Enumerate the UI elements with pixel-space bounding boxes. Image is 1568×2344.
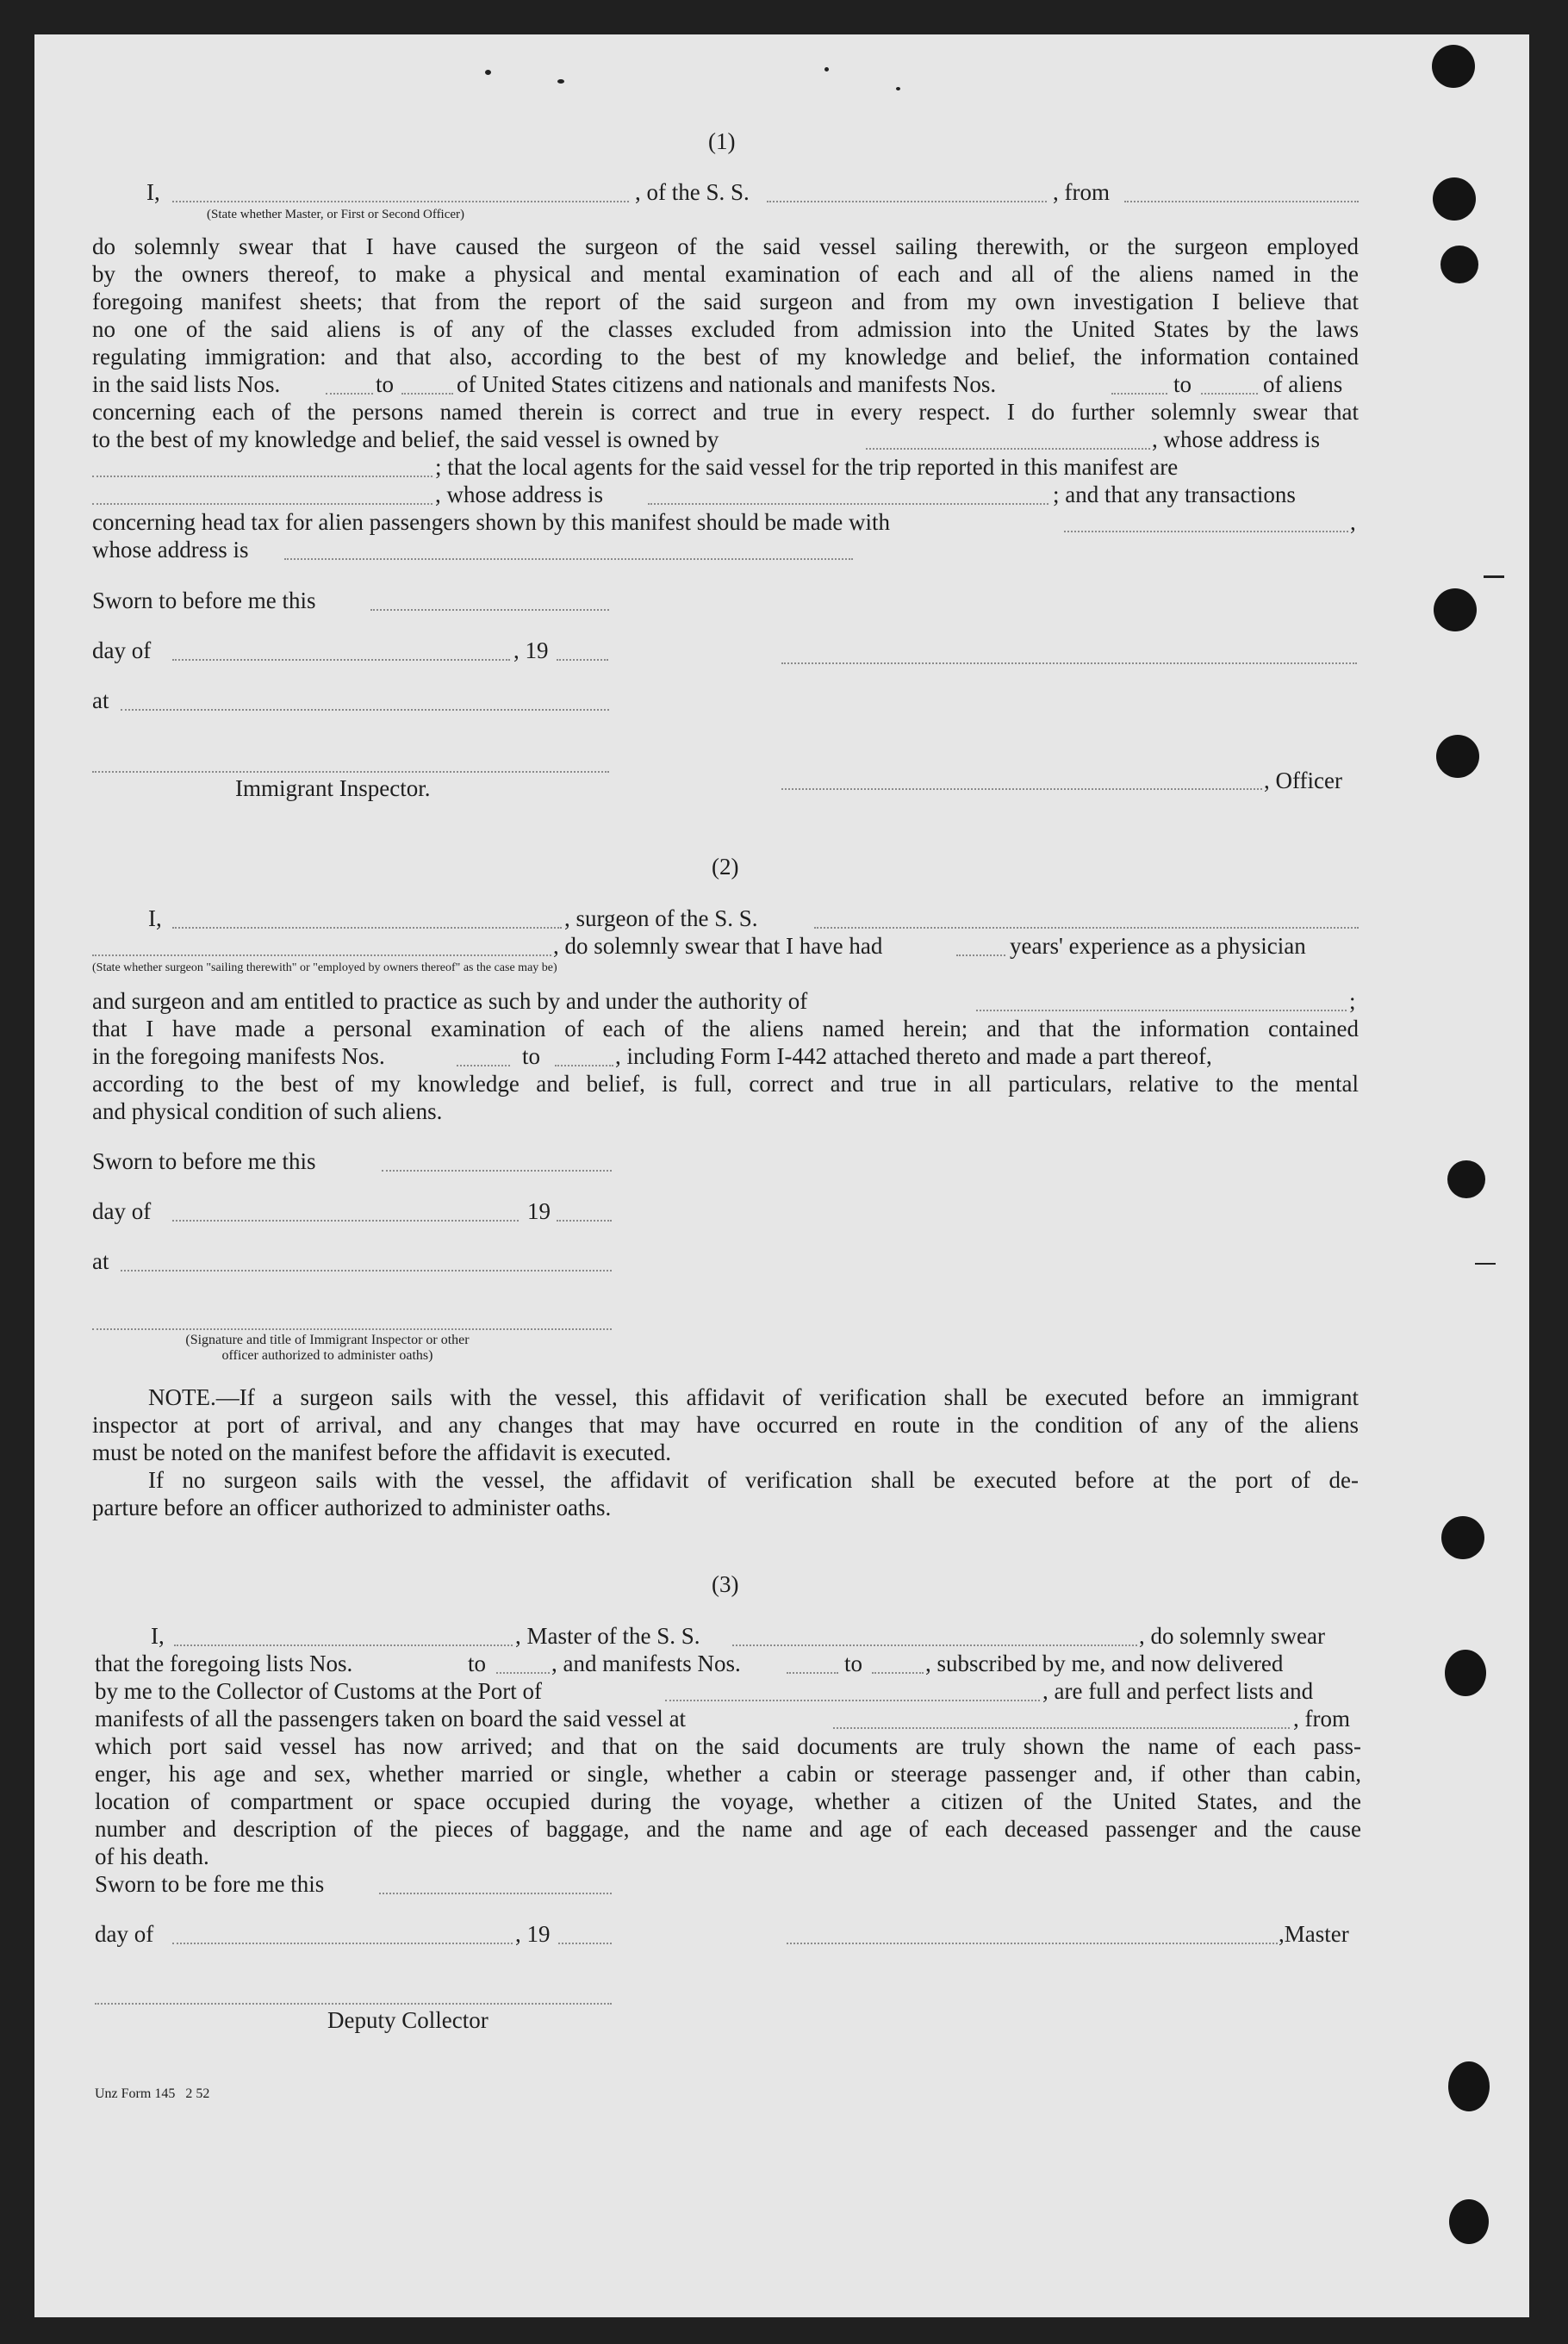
surgeon-of-label: , surgeon of the S. S. xyxy=(564,905,758,931)
master-oath-line: location of compartment or space occupied during the voyage, whether a citizen of the United States, and the xyxy=(95,1788,1361,1814)
from-port-blank[interactable] xyxy=(1124,201,1359,202)
note-line: If no surgeon sails with the vessel, the affidavit of verification shall be executed before at the port of de- xyxy=(148,1467,1359,1493)
master-oath-line: number and description of the pieces of baggage, and the name and age of each deceased passenger and the cause xyxy=(95,1816,1361,1842)
speck xyxy=(896,87,900,90)
immigrant-inspector-label: Immigrant Inspector. xyxy=(235,775,431,801)
manifests-to-blank[interactable] xyxy=(1201,393,1258,395)
manifests-nos-label: , and manifests Nos. xyxy=(551,1651,741,1676)
master-of-label: , Master of the S. S. xyxy=(515,1623,700,1649)
agents-address-blank[interactable] xyxy=(648,503,1048,505)
note-line: inspector at port of arrival, and any changes that may have occurred en route in the condition of any of the aliens xyxy=(92,1412,1359,1438)
deputy-collector-label: Deputy Collector xyxy=(327,2007,488,2033)
lists-to-blank[interactable] xyxy=(401,393,453,395)
manifests-to-blank[interactable] xyxy=(872,1672,924,1674)
binder-hole xyxy=(1445,1650,1486,1696)
month-blank[interactable] xyxy=(172,659,510,661)
oath-line: regulating immigration: and that also, according to the best of my knowledge and belief, the information contained xyxy=(92,344,1359,370)
whose-address-label: , whose address is xyxy=(1152,426,1320,452)
collector-label: by me to the Collector of Customs at the Port of xyxy=(95,1678,542,1704)
binder-hole xyxy=(1432,45,1475,88)
transactions-label: ; and that any transactions xyxy=(1053,482,1296,507)
years-blank[interactable] xyxy=(956,954,1005,956)
manifests-to-blank[interactable] xyxy=(555,1065,613,1066)
surgeon-i-label: I, xyxy=(148,905,162,931)
section-1-number: (1) xyxy=(708,128,736,154)
day-of-label: day of xyxy=(95,1921,154,1947)
agents-address-label: , whose address is xyxy=(435,482,603,507)
officer-signature-blank[interactable] xyxy=(781,662,1357,664)
to-label: to xyxy=(844,1651,863,1676)
binder-hole xyxy=(1440,246,1478,283)
binder-hole xyxy=(1441,1516,1484,1559)
head-tax-label: concerning head tax for alien passengers shown by this manifest should be made with xyxy=(92,509,891,535)
to-label: to xyxy=(468,1651,487,1676)
officer-label: , Officer xyxy=(1264,768,1342,793)
sworn-day-blank[interactable] xyxy=(382,1170,612,1172)
year-prefix: , 19 xyxy=(513,637,549,663)
at-label: at xyxy=(92,687,109,713)
year-blank[interactable] xyxy=(557,1220,612,1222)
sworn-day-blank[interactable] xyxy=(379,1893,612,1894)
binder-hole xyxy=(1449,2199,1489,2244)
note-line: NOTE.—If a surgeon sails with the vessel, this affidavit of verification shall be executed before an immigrant xyxy=(148,1384,1359,1410)
place-blank[interactable] xyxy=(121,1270,612,1271)
owned-by-label: to the best of my knowledge and belief, the said vessel is owned by xyxy=(92,426,719,452)
oath-line: by the owners thereof, to make a physical and mental examination of each and all of the aliens named in the xyxy=(92,261,1359,287)
oath-line: no one of the said aliens is of any of the classes excluded from admission into the United States by the laws xyxy=(92,316,1359,342)
semicolon: ; xyxy=(1349,988,1356,1014)
month-blank[interactable] xyxy=(172,1220,519,1222)
form-i442-label: , including Form I-442 attached thereto and made a part thereof, xyxy=(615,1043,1212,1069)
binder-hole xyxy=(1447,1160,1485,1198)
officer-i-label: I, xyxy=(146,179,160,205)
years-experience-label: years' experience as a physician xyxy=(1010,933,1306,959)
owner-address-blank[interactable] xyxy=(92,476,432,477)
inspector-signature-blank[interactable] xyxy=(92,1328,612,1330)
speck xyxy=(1484,575,1504,578)
taken-on-board-label: manifests of all the passengers taken on board the said vessel at xyxy=(95,1706,687,1732)
of-aliens-label: of aliens xyxy=(1263,371,1343,397)
oath-line: foregoing manifest sheets; that from the report of the said surgeon and from my own investigation I believe that xyxy=(92,289,1359,314)
section-2-number: (2) xyxy=(712,854,739,880)
local-agents-label: ; that the local agents for the said vessel for the trip reported in this manifest are xyxy=(435,454,1179,480)
master-oath-line: enger, his age and sex, whether married or single, whether a cabin or steerage passenger and, if other than cabin, xyxy=(95,1761,1361,1787)
sworn-label: Sworn to be fore me this xyxy=(95,1871,325,1897)
surgeon-name-blank[interactable] xyxy=(172,927,562,929)
day-of-label: day of xyxy=(92,1198,152,1224)
full-lists-label: , are full and perfect lists and xyxy=(1042,1678,1314,1704)
sworn-label: Sworn to before me this xyxy=(92,588,316,613)
master-oath-line: which port said vessel has now arrived; and that on the said documents are truly shown the name of each pass- xyxy=(95,1733,1361,1759)
solemnly-swear-label: , do solemnly swear xyxy=(1139,1623,1325,1649)
master-name-blank[interactable] xyxy=(174,1645,513,1646)
citizens-manifests-label: of United States citizens and nationals and manifests Nos. xyxy=(457,371,997,397)
swear-had-label: , do solemnly swear that I have had xyxy=(553,933,883,959)
authority-blank[interactable] xyxy=(976,1010,1347,1011)
head-tax-address-blank[interactable] xyxy=(284,558,853,560)
speck xyxy=(1475,1263,1496,1265)
surgeon-caption: (State whether surgeon "sailing therewith" or "employed by owners thereof" as the case may be) xyxy=(92,961,557,974)
place-blank[interactable] xyxy=(121,709,609,711)
inspector-signature-blank[interactable] xyxy=(92,771,609,773)
oath-line: concerning each of the persons named therein is correct and true in every respect. I do further solemnly swear that xyxy=(92,399,1359,425)
subscribed-label: , subscribed by me, and now delivered xyxy=(925,1651,1284,1676)
lists-from-blank[interactable] xyxy=(326,393,373,395)
surgeon-oath-line: according to the best of my knowledge and belief, is full, correct and true in all particulars, relative to the mental xyxy=(92,1071,1359,1097)
to-label: to xyxy=(376,371,395,397)
signature-caption: (Signature and title of Immigrant Inspector or other officer authorized to administer oaths) xyxy=(185,1333,470,1363)
day-of-label: day of xyxy=(92,637,152,663)
binder-hole xyxy=(1434,588,1477,631)
form-number: Unz Form 145 2 52 xyxy=(95,2086,210,2101)
vessel-name-blank[interactable] xyxy=(732,1645,1137,1646)
manifests-from-blank[interactable] xyxy=(787,1672,838,1674)
binder-hole xyxy=(1448,2061,1490,2111)
embark-port-blank[interactable] xyxy=(833,1727,1290,1729)
comma: , xyxy=(1350,509,1356,535)
surgeon-status-blank[interactable] xyxy=(92,954,551,956)
officer-name-blank[interactable] xyxy=(781,788,1262,790)
binder-hole xyxy=(1436,735,1479,778)
month-blank[interactable] xyxy=(172,1943,513,1944)
manifests-nos-label: in the foregoing manifests Nos. xyxy=(92,1043,385,1069)
collector-signature-blank[interactable] xyxy=(95,2003,612,2005)
vessel-name-blank[interactable] xyxy=(767,201,1047,202)
of-ss-label: , of the S. S. xyxy=(635,179,750,205)
lists-nos-label: that the foregoing lists Nos. xyxy=(95,1651,353,1676)
master-signature-blank[interactable] xyxy=(787,1943,1278,1944)
agents-blank[interactable] xyxy=(92,503,432,505)
lists-to-blank[interactable] xyxy=(496,1672,550,1674)
from-label: , from xyxy=(1293,1706,1350,1732)
owner-blank[interactable] xyxy=(866,448,1150,450)
lists-nos-label: in the said lists Nos. xyxy=(92,371,281,397)
port-blank[interactable] xyxy=(665,1700,1040,1701)
master-i-label: I, xyxy=(151,1623,165,1649)
speck xyxy=(485,70,491,75)
master-oath-line: of his death. xyxy=(95,1843,209,1869)
head-tax-contact-blank[interactable] xyxy=(1064,531,1348,532)
note-line: must be noted on the manifest before the affidavit is executed. xyxy=(92,1439,672,1465)
year-blank[interactable] xyxy=(558,1943,612,1944)
authority-label: and surgeon and am entitled to practice as such by and under the authority of xyxy=(92,988,808,1014)
year-prefix: , 19 xyxy=(515,1921,551,1947)
year-prefix: 19 xyxy=(527,1198,551,1224)
sworn-day-blank[interactable] xyxy=(370,609,609,611)
sworn-label: Sworn to before me this xyxy=(92,1148,316,1174)
to-label: to xyxy=(522,1043,541,1069)
speck xyxy=(824,67,829,72)
at-label: at xyxy=(92,1248,109,1274)
note-line: parture before an officer authorized to administer oaths. xyxy=(92,1495,612,1520)
from-label: , from xyxy=(1053,179,1110,205)
surgeon-oath-line: and physical condition of such aliens. xyxy=(92,1098,443,1124)
oath-line: do solemnly swear that I have caused the surgeon of the said vessel sailing therewith, or the surgeon employed xyxy=(92,233,1359,259)
to-label: to xyxy=(1173,371,1192,397)
manifests-from-blank[interactable] xyxy=(457,1065,510,1066)
manifests-from-blank[interactable] xyxy=(1111,393,1167,395)
speck xyxy=(557,79,564,84)
surgeon-oath-line: that I have made a personal examination of each of the aliens named herein; and that the information contained xyxy=(92,1016,1359,1041)
binder-hole xyxy=(1433,177,1476,221)
year-blank[interactable] xyxy=(557,659,608,661)
officer-caption: (State whether Master, or First or Second Officer) xyxy=(207,208,465,221)
master-label: ,Master xyxy=(1279,1921,1349,1947)
vessel-name-blank[interactable] xyxy=(814,927,1359,929)
officer-rank-blank[interactable] xyxy=(172,201,629,202)
section-3-number: (3) xyxy=(712,1571,739,1597)
whose-address-label: whose address is xyxy=(92,537,249,563)
